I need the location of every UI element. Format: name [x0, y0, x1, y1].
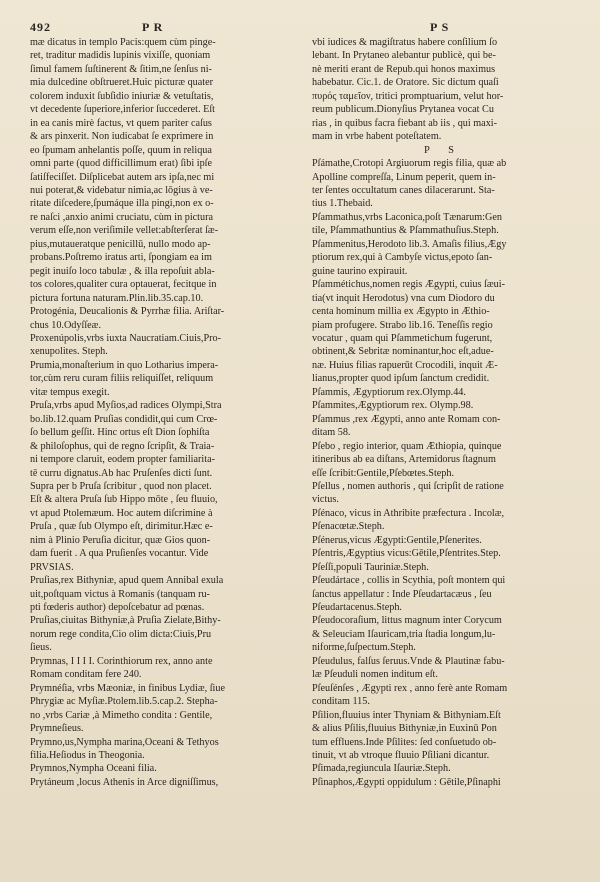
text-line: Pruſa,vrbs apud Myſios,ad radices Olympi,Stra — [30, 400, 222, 412]
page-number: 492 — [30, 20, 51, 34]
text-line: Pſeuſénſes , Ægypti rex , anno ferè ante Romam — [312, 682, 508, 694]
text-line: Eſt & altera Pruſa ſub Hippo mōte , ſeu fluuio, — [30, 494, 218, 506]
text-line: tum effluens.Inde Pſilites: ſed conſuetudo ob- — [312, 736, 497, 748]
text-line: itineribus ab ea diſtans, Artemidorus ſtagnum — [312, 454, 496, 466]
right-column-entries — [312, 157, 574, 789]
text-line: bo.lib.12.quam Pruſias condidit,qui cum Crœ- — [30, 413, 218, 425]
text-line: pictura fortuna naturam.Plin.lib.35.cap.10. — [30, 292, 204, 304]
text-line: Prumia,monaſterium in quo Lotharius impera- — [30, 359, 219, 371]
text-line: probans.Poſtremo iratus arti, ſpongiam ea im — [30, 252, 212, 264]
text-line: vt decedente ſuperiore,inferior ſuccederet. Eſt — [30, 104, 215, 116]
text-line: Romam conditam fere 240. — [30, 669, 142, 681]
text-line: habebatur. Cic.1. de Oratore. Sic dictum quaſi — [312, 77, 499, 89]
text-line: guine taurino expirauit. — [312, 265, 408, 277]
text-line: piam profugere. Strabo lib.16. Teneſſis regio — [312, 319, 493, 331]
text-line: Prymneſieus. — [30, 723, 84, 735]
left-column-head: P R — [142, 20, 164, 34]
text-line: ptiorum rex,qui à Cambyſe victus,epoto ſan- — [312, 252, 493, 264]
text-line: tius 1.Thebaid. — [312, 198, 373, 210]
text-line: Pſeudártace , collis in Scythia, poſt montem qui — [312, 575, 506, 587]
text-line: & alius Pſilis,fluuius Bithyniæ,in Euxinū Pon — [312, 723, 497, 735]
text-line: ritate diſcedere,ſpumáque illa pingi,non ex o- — [30, 198, 214, 210]
text-line: lianus,propter quod ipſum ſanctum credidit. — [312, 373, 490, 385]
text-line: Pſilion,fluuius inter Thyniam & Bithyniam.Eſt — [312, 709, 501, 721]
text-line: Prymnas, I I I I. Corinthiorum rex, anno ante — [30, 655, 213, 667]
text-line: omni parte (quod difficillimum erat) ſibi ipſe — [30, 158, 213, 170]
text-line: vitæ tempus exegit. — [30, 386, 110, 398]
right-column-continuation — [312, 36, 574, 144]
text-line: Pſentris,Ægyptius vicus:Gētile,Pſentrites.Step. — [312, 548, 501, 560]
text-line: Pſeudartacenus.Steph. — [312, 602, 402, 614]
text-line: nui poterat,& videbatur nimia,ac lōgius à ve- — [30, 184, 213, 196]
text-line: ret, traditur madidis lupinis vixiſſe, quoniam — [30, 50, 211, 62]
text-line: ſanctus appellatur : Inde Pſeudartacæus , ſeu — [312, 588, 492, 600]
section-heading: P S — [424, 144, 462, 156]
text-line: niforme,ſuſpectum.Steph. — [312, 642, 416, 654]
text-line: obtinent,& Sebritæ nominantur,hoc eſt,adue- — [312, 346, 494, 358]
text-line: dam fuerit . A qua Pruſienſes vocantur. Vide — [30, 548, 209, 560]
text-line: re naſci ,anxio animi cruciatu, cùm in pictura — [30, 211, 214, 223]
text-line: Phrygiæ ac Myſiæ.Ptolem.lib.5.cap.2. Stepha- — [30, 696, 218, 708]
text-line: Pſammus ,rex Ægypti, anno ante Romam con- — [312, 413, 501, 425]
text-line: reum publicum.Dionyſius Prytanea vocat Cu — [312, 104, 494, 116]
text-line: nim à Plinio Peruſia dicitur, quæ Gios quon- — [30, 534, 211, 546]
text-line: colorem induxit ſubſidio iniuriæ & vetuſtatis, — [30, 90, 214, 102]
text-line: vt apud Ptolemæum. Hoc autem diſcrimine à — [30, 507, 213, 519]
text-line: norum rege condita,Cio olim dicta:Ciuis,Pru — [30, 628, 212, 640]
text-line: Pſinaphos,Ægypti oppidulum : Gētile,Pſinaphi — [312, 776, 501, 788]
text-line: læ Pſeuduli nomen inditum eſt. — [312, 669, 438, 681]
text-line: & Seleuciam Iſauricam,tria ſtadia longum,lu- — [312, 628, 496, 640]
text-line: vocatur , quam qui Pſammetichum fugerunt, — [312, 332, 493, 344]
text-line: in ea canis mirè factus, vt quem pariter caſus — [30, 117, 212, 129]
text-line: eo ſpumam anhelantis poſſe, quum in reliqua — [30, 144, 212, 156]
text-line: ſatiſfeciſſet. Diſplicebat autem ars ipſa,nec mi — [30, 171, 215, 183]
text-line: Prytáneum ,locus Athenis in Arce digniſſimus, — [30, 776, 219, 788]
text-line: conditam 115. — [312, 696, 370, 708]
text-line: mæ dicatus in templo Pacis:quem cùm pinge- — [30, 37, 216, 48]
text-line: tia(vt inquit Herodotus) vna cum Diodoro du — [312, 292, 495, 304]
text-line: Pruſias,rex Bithyniæ, apud quem Annibal exula — [30, 575, 224, 587]
text-line: uit,poſtquam victus à Romanis (tanquam ru- — [30, 588, 210, 600]
text-line: victus. — [312, 494, 339, 506]
text-line: Pſammites,Ægyptiorum rex. Olymp.98. — [312, 400, 474, 412]
text-line: Pſimada,regiuncula Iſauriæ.Steph. — [312, 763, 451, 775]
text-line: Prymnéſia, vrbs Mæoniæ, in finibus Lydiæ, ſiue — [30, 682, 225, 694]
text-line: tos colores,qualiter cura optauerat, fecitque in — [30, 279, 217, 291]
text-line: Pſámathe,Crotopi Argiuorum regis filia, quæ ab — [312, 158, 507, 170]
text-line: & philoſophus, qui de regno ſcripſit, & Traia- — [30, 440, 215, 452]
text-line: Pſebo , regio interior, quam Æthiopia, quinque — [312, 440, 502, 452]
text-line: Pſammathus,vrbs Laconica,poſt Tænarum:Gen — [312, 211, 502, 223]
text-line: & ars pinxerit. Non iudicabat ſe exprimere in — [30, 131, 214, 143]
text-line: Pruſa , quæ ſub Olympo eſt, dirimitur.Hæc e- — [30, 521, 213, 533]
text-line: rias , in quibus facra fiebant ab iis , qui maxi- — [312, 117, 498, 129]
text-line: no ,vrbs Cariæ ,à Mimetho condita : Gentile, — [30, 709, 213, 721]
text-line: Pſénerus,vicus Ægypti:Gentile,Pſenerites. — [312, 534, 482, 546]
text-line: tor,cùm reru curam filiis reliquiſſet, reliquum — [30, 373, 214, 385]
text-line: Apolline compreſſa, Linum peperit, quem in- — [312, 171, 496, 183]
text-line: Pſenacœtæ.Steph. — [312, 521, 385, 533]
text-line: Pſeudulus, falſus ſeruus.Vnde & Plautinæ fabu- — [312, 655, 505, 667]
text-line: Pſeudocoraſium, littus magnum inter Corycum — [312, 615, 502, 627]
right-column-head: P S — [430, 20, 450, 34]
text-line: mia dulcedine obſtrueret.Huic picturæ quater — [30, 77, 214, 89]
text-line: Prymnos,Nympha Oceani filia. — [30, 763, 157, 775]
text-line: πυρός ταμεῖον, tritici promptuarium, velut hor- — [312, 90, 504, 102]
text-line: pius,mutaueratque penicillū, nullo modo ap- — [30, 238, 211, 250]
text-line: filia.Heſiodus in Theogonia. — [30, 750, 145, 762]
text-line: nè meriti erant de Repub.qui honos maximus — [312, 63, 496, 75]
text-line: ſo bellum geſſit. Hinc ortus eſt Dion ſophiſta — [30, 427, 210, 439]
text-line: Protogénia, Deucalionis & Pyrrhæ filia. Ariſtar- — [30, 306, 225, 318]
text-line: tile, Pſammathuntius & Pſammathuſius.Steph. — [312, 225, 499, 237]
text-line: PRVSIAS. — [30, 561, 74, 573]
text-line: ter ſentes occultatum canes dilacerarunt. Sta- — [312, 184, 495, 196]
text-line: Proxenúpolis,vrbs iuxta Naucratiam.Ciuis,Pro- — [30, 332, 221, 344]
text-line: pegit inuiſo loco tabulæ , & illa repoſuit abla- — [30, 265, 215, 277]
text-line: Pſeſſi,populi Tauriniæ.Steph. — [312, 561, 429, 573]
text-line: xenupolites. Steph. — [30, 346, 108, 358]
text-line: ditam 58. — [312, 427, 351, 439]
text-line: chus 10.Odyſſeæ. — [30, 319, 102, 331]
text-line: mam in vrbe habent poteſtatem. — [312, 131, 442, 143]
text-line: Supra per b Pruſa ſcribitur , quod non placet. — [30, 480, 212, 492]
text-line: verum eſſe,non veriſimile vellet:abſterſerat ſæ- — [30, 225, 219, 237]
text-line: ſieus. — [30, 642, 52, 654]
text-line: centa hominum millia ex Ægypto in Æthio- — [312, 306, 490, 318]
text-line: Pſammétichus,nomen regis Ægypti, cuius ſæui- — [312, 279, 505, 291]
text-line: pti fœderis author) depoſcebatur ad pœnas. — [30, 602, 205, 614]
text-line: lebant. In Prytaneo alebantur publicè, qui be- — [312, 50, 496, 62]
left-column — [30, 36, 290, 789]
text-line: næ. Huius filias rapuerūt Crocodili, inquit Æ- — [312, 359, 498, 371]
text-line: tē curru dignatus.Ab hac Pruſenſes dicti ſunt. — [30, 467, 213, 479]
text-line: vbi iudices & magiſtratus habere conſilium ſo — [312, 37, 498, 48]
text-line: Prymno,us,Nympha marina,Oceani & Tethyos — [30, 736, 219, 748]
text-line: eſſe ſcribit:Gentile,Pſebœtes.Steph. — [312, 467, 455, 479]
text-line: Pſellus , nomen authoris , qui ſcripſit de ratione — [312, 480, 504, 492]
text-line: tinuit, vt ab vtroque fluuio Pſiliani dicantur. — [312, 750, 490, 762]
right-column — [312, 36, 574, 789]
text-line: ni tempore claruit, eodem propter familiarita- — [30, 454, 215, 466]
text-line: Pſénaco, vicus in Athribite præfectura . Incolæ, — [312, 507, 505, 519]
text-line: ſimul famem ſuſtinerent & ſitim,ne ſenſus ni- — [30, 63, 212, 75]
text-line: Pſammenitus,Herodoto lib.3. Amaſis filius,Ægy — [312, 238, 507, 250]
text-line: Pruſias,ciuitas Bithyniæ,à Pruſia Zielate,Bithy- — [30, 615, 221, 627]
text-line: Pſammis, Ægyptiorum rex.Olymp.44. — [312, 386, 466, 398]
